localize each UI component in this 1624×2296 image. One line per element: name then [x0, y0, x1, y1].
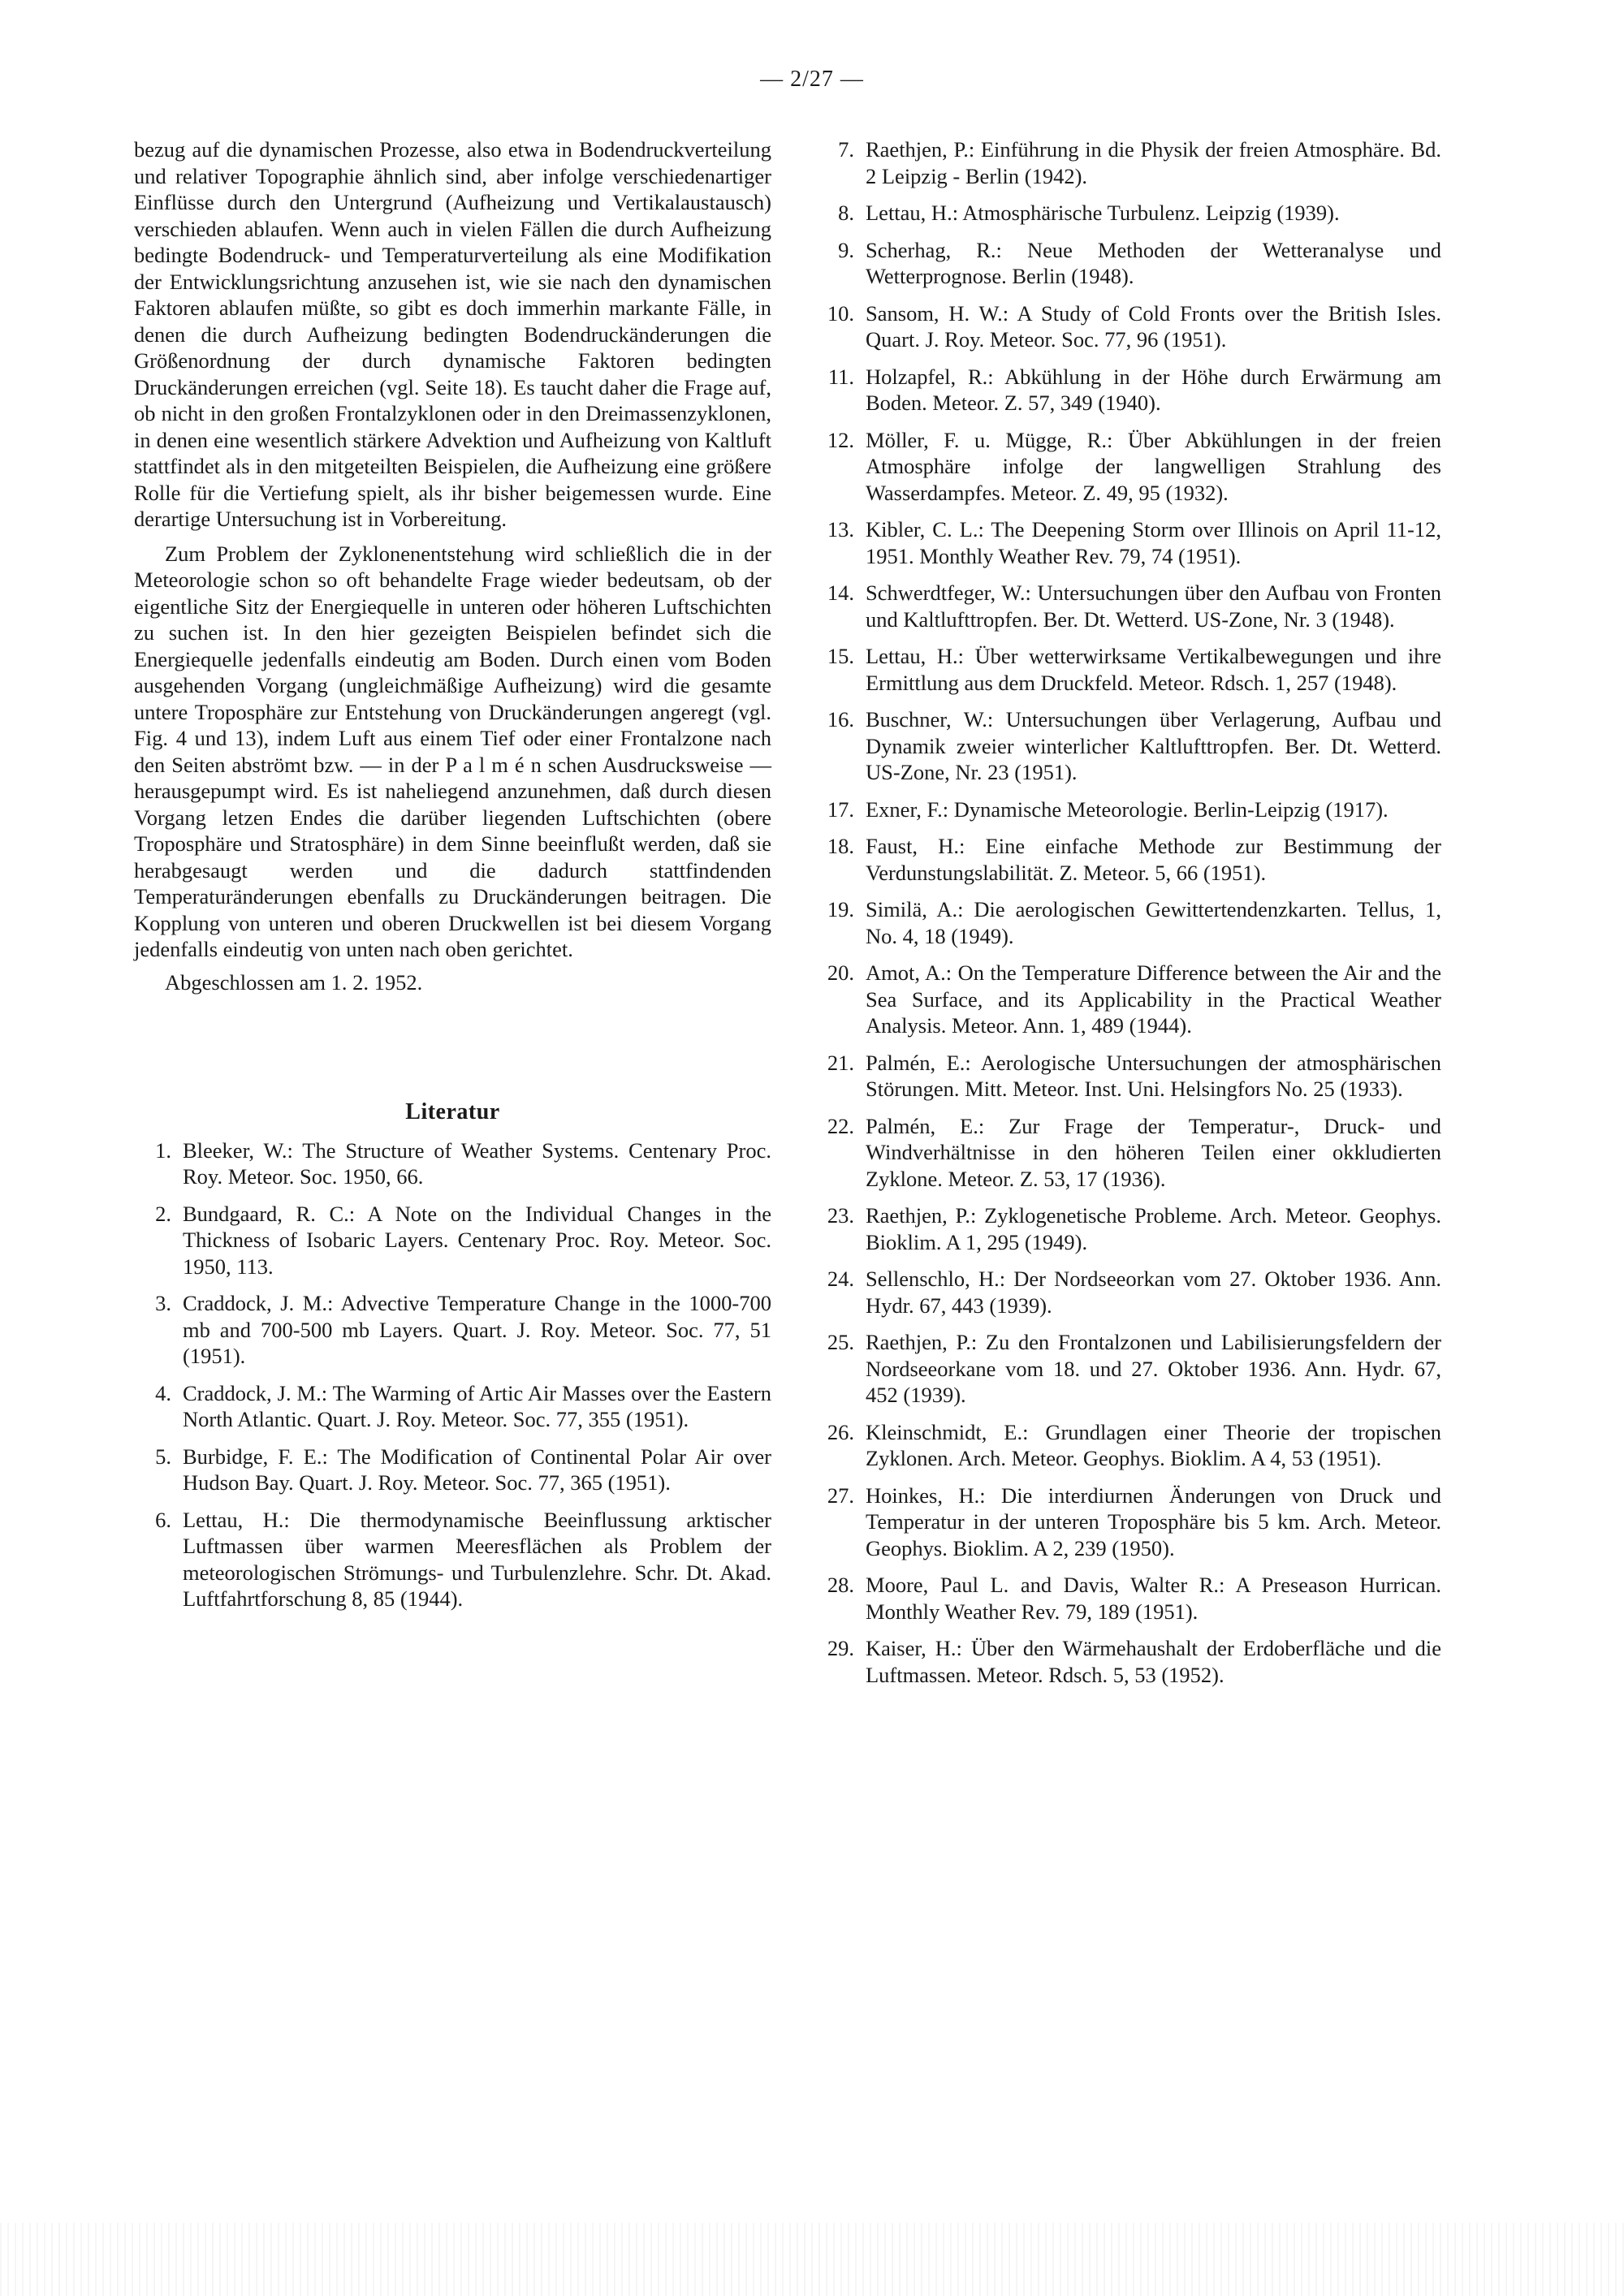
reference-text: Burbidge, F. E.: The Modification of Continental Polar Air over Hudson Bay. Quart. J. Roy. Meteor. Soc. 77, 365 (1951).: [183, 1444, 771, 1495]
scan-artifact-strip: [0, 2223, 1624, 2296]
reference-number: 25.: [827, 1330, 854, 1354]
reference-text: Palmén, E.: Zur Frage der Temperatur-, Druck- und Windverhältnisse in den höheren Teilen einer okkludierten Zyklone. Meteor. Z. 53, 17 (1936).: [866, 1113, 1441, 1191]
reference-item: [812, 136, 1441, 189]
reference-item: [812, 1329, 1441, 1409]
reference-item: [812, 1635, 1441, 1688]
reference-number: 22.: [827, 1113, 854, 1138]
reference-list-right: [812, 136, 1441, 1688]
reference-text: Bleeker, W.: The Structure of Weather Systems. Centenary Proc. Roy. Meteor. Soc. 1950, 66.: [183, 1137, 771, 1189]
reference-text: Lettau, H.: Die thermodynamische Beeinflussung arktischer Luftmassen über warmen Meeresflächen als Problem der meteorologischen Strömungs- und Turbulenzlehre. Schr. Dt. Akad. Luftfahrtforschung 8, 85 (1944).: [183, 1507, 771, 1611]
reference-number: 5.: [155, 1444, 171, 1469]
reference-text: Faust, H.: Eine einfache Methode zur Bestimmung der Verdunstungslabilität. Z. Meteor. 5, 66 (1951).: [866, 834, 1441, 885]
reference-number: 3.: [155, 1291, 171, 1315]
reference-text: Raethjen, P.: Einführung in die Physik der freien Atmosphäre. Bd. 2 Leipzig - Berlin (1942).: [866, 137, 1441, 188]
reference-item: [134, 1201, 771, 1280]
reference-item: [812, 1050, 1441, 1103]
reference-number: 29.: [827, 1636, 854, 1660]
reference-text: Bundgaard, R. C.: A Note on the Individual Changes in the Thickness of Isobaric Layers. Centenary Proc. Roy. Meteor. Soc. 1950, 113.: [183, 1201, 771, 1279]
reference-number: 17.: [827, 796, 854, 822]
reference-number: 10.: [827, 300, 854, 326]
reference-text: Raethjen, P.: Zu den Frontalzonen und Labilisierungsfeldern der Nordseeorkane vom 18. und 27. Oktober 1936. Ann. Hydr. 67, 452 (1939).: [866, 1330, 1441, 1407]
reference-number: 9.: [838, 237, 854, 262]
reference-number: 2.: [155, 1201, 171, 1226]
reference-text: Holzapfel, R.: Abkühlung in der Höhe durch Erwärmung am Boden. Meteor. Z. 57, 349 (1940).: [866, 364, 1441, 415]
completion-date: Abgeschlossen am 1. 2. 1952.: [165, 969, 423, 995]
reference-item: [812, 300, 1441, 353]
reference-item: [812, 833, 1441, 886]
reference-text: Craddock, J. M.: The Warming of Artic Air Masses over the Eastern North Atlantic. Quart. J. Roy. Meteor. Soc. 77, 355 (1951).: [183, 1380, 771, 1431]
reference-number: 23.: [827, 1203, 854, 1228]
reference-item: [812, 1202, 1441, 1255]
reference-item: [134, 1290, 771, 1370]
reference-item: [812, 960, 1441, 1039]
reference-number: 18.: [827, 834, 854, 858]
reference-number: 21.: [827, 1050, 854, 1075]
reference-number: 8.: [838, 201, 854, 225]
reference-number: 13.: [827, 517, 854, 542]
right-column: [812, 136, 1441, 1698]
reference-text: Kleinschmidt, E.: Grundlagen einer Theorie der tropischen Zyklonen. Arch. Meteor. Geophys. Bioklim. A 4, 53 (1951).: [866, 1419, 1441, 1470]
reference-text: Raethjen, P.: Zyklogenetische Probleme. Arch. Meteor. Geophys. Bioklim. A 1, 295 (1949).: [866, 1203, 1441, 1254]
reference-text: Möller, F. u. Mügge, R.: Über Abkühlungen in der freien Atmosphäre infolge der langwelligen Strahlung des Wasserdampfes. Meteor. Z. 49, 95 (1932).: [866, 427, 1441, 505]
reference-number: 19.: [827, 897, 854, 921]
reference-item: [812, 896, 1441, 949]
reference-item: [134, 1507, 771, 1612]
reference-number: 6.: [155, 1507, 171, 1532]
reference-number: 26.: [827, 1419, 854, 1444]
reference-text: Exner, F.: Dynamische Meteorologie. Berlin-Leipzig (1917).: [866, 796, 1389, 822]
reference-number: 12.: [827, 427, 854, 452]
reference-text: Schwerdtfeger, W.: Untersuchungen über den Aufbau von Fronten und Kaltlufttropfen. Ber. Dt. Wetterd. US-Zone, Nr. 3 (1948).: [866, 580, 1441, 632]
reference-text: Palmén, E.: Aerologische Untersuchungen der atmosphärischen Störungen. Mitt. Meteor. Inst. Uni. Helsingfors No. 25 (1933).: [866, 1050, 1441, 1101]
reference-item: [134, 1380, 771, 1433]
reference-item: [812, 1419, 1441, 1472]
reference-text: Craddock, J. M.: Advective Temperature Change in the 1000-700 mb and 700-500 mb Layers. Quart. J. Roy. Meteor. Soc. 77, 51 (1951).: [183, 1291, 771, 1368]
reference-item: [812, 1572, 1441, 1625]
reference-text: Moore, Paul L. and Davis, Walter R.: A Preseason Hurrican. Monthly Weather Rev. 79, 189 (1951).: [866, 1573, 1441, 1624]
literature-heading: Literatur: [405, 1099, 500, 1124]
reference-list-left: [134, 1137, 771, 1612]
reference-text: Kaiser, H.: Über den Wärmehaushalt der Erdoberfläche und die Luftmassen. Meteor. Rdsch. 5, 53 (1952).: [866, 1636, 1441, 1687]
reference-item: [812, 516, 1441, 569]
reference-text: Lettau, H.: Atmosphärische Turbulenz. Leipzig (1939).: [866, 201, 1340, 225]
reference-item: [812, 1482, 1441, 1562]
reference-item: [812, 643, 1441, 696]
reference-text: Similä, A.: Die aerologischen Gewittertendenzkarten. Tellus, 1, No. 4, 18 (1949).: [866, 897, 1441, 948]
reference-item: [812, 706, 1441, 786]
reference-text: Lettau, H.: Über wetterwirksame Vertikalbewegungen und ihre Ermittlung aus dem Druckfeld. Meteor. Rdsch. 1, 257 (1948).: [866, 644, 1441, 695]
reference-number: 4.: [155, 1380, 171, 1405]
reference-number: 27.: [827, 1482, 854, 1508]
reference-number: 7.: [838, 137, 854, 162]
reference-number: 20.: [827, 960, 854, 985]
reference-item: [812, 200, 1441, 227]
reference-number: 16.: [827, 707, 854, 732]
reference-item: [812, 237, 1441, 290]
reference-item: [812, 364, 1441, 416]
reference-text: Kibler, C. L.: The Deepening Storm over Illinois on April 11-12, 1951. Monthly Weather Rev. 79, 74 (1951).: [866, 517, 1441, 568]
reference-item: [812, 1266, 1441, 1318]
reference-item: [812, 427, 1441, 507]
body-paragraph: bezug auf die dynamischen Prozesse, also etwa in Bodendruckverteilung und relativer Topographie ähnlich sind, aber infolge verschiedenartiger Einflüsse durch den Untergrund (Aufheizung und Vertikalaustausch) verschieden ablaufen. Wenn auch in vielen Fällen die durch Aufheizung bedingte Bodendruck- und Temperaturverteilung als eine Modifikation der Entwicklungsrichtung anzusehen ist, wie sie nach den dynamischen Faktoren ablaufen müßte, so gibt es doch immerhin markante Fälle, in denen die durch Aufheizung bedingten Bodendruckänderungen die Größenordnung der durch dynamische Faktoren bedingten Druckänderungen erreichen (vgl. Seite 18). Es taucht daher die Frage auf, ob nicht in den großen Frontalzyklonen oder in den Dreimassenzyklonen, in denen eine wesentlich stärkere Advektion und Aufheizung von Kaltluft stattfindet als in den mitgeteilten Beispielen, die Aufheizung eine größere Rolle für die Vertiefung spielt, als ihr bisher beigemessen wurde. Eine derartige Untersuchung ist in Vorbereitung.: [134, 137, 771, 531]
page-number: — 2/27 —: [760, 67, 864, 92]
reference-number: 15.: [827, 644, 854, 668]
reference-text: Sellenschlo, H.: Der Nordseeorkan vom 27. Oktober 1936. Ann. Hydr. 67, 443 (1939).: [866, 1267, 1441, 1318]
reference-text: Amot, A.: On the Temperature Difference between the Air and the Sea Surface, and its Applicability in the Practical Weather Analysis. Meteor. Ann. 1, 489 (1944).: [866, 960, 1441, 1038]
reference-item: [134, 1137, 771, 1190]
reference-text: Hoinkes, H.: Die interdiurnen Änderungen von Druck und Temperatur in der unteren Troposphäre bis 5 km. Arch. Meteor. Geophys. Bioklim. A 2, 239 (1950).: [866, 1482, 1441, 1560]
left-column: [134, 136, 771, 1623]
reference-text: Scherhag, R.: Neue Methoden der Wetteranalyse und Wetterprognose. Berlin (1948).: [866, 237, 1441, 288]
reference-number: 14.: [827, 580, 854, 605]
reference-text: Sansom, H. W.: A Study of Cold Fronts over the British Isles. Quart. J. Roy. Meteor. Soc. 77, 96 (1951).: [866, 300, 1441, 352]
reference-item: [134, 1444, 771, 1496]
reference-number: 28.: [827, 1573, 854, 1597]
reference-number: 24.: [827, 1267, 854, 1291]
reference-number: 11.: [827, 364, 854, 389]
body-paragraph: Zum Problem der Zyklonenentstehung wird schließlich die in der Meteorologie schon so oft behandelte Frage wieder bedeutsam, ob der eigentliche Sitz der Energiequelle in unteren oder höheren Luftschichten zu suchen ist. In den hier gezeigten Beispielen befindet sich die Energiequelle jedenfalls eindeutig am Boden. Durch einen vom Boden ausgehenden Vorgang (ungleichmäßige Aufheizung) wird die gesamte untere Troposphäre zur Entstehung von Druckänderungen angeregt (vgl. Fig. 4 und 13), indem Luft aus einem Tief oder einer Frontalzone nach den Seiten abströmt bzw. — in der P a l m é n schen Ausdrucksweise — herausgepumpt wird. Es ist naheliegend anzunehmen, daß durch diesen Vorgang letzen Endes die darüber liegenden Luftschichten (obere Troposphäre und Stratosphäre) in dem Sinne beeinflußt werden, daß sie herabgesaugt werden und die dadurch stattfindenden Temperaturänderungen ebenfalls zu Druckänderungen beitragen. Die Kopplung von unteren und oberen Druckwellen ist bei diesem Vorgang jedenfalls eindeutig von unten nach oben gerichtet.: [134, 541, 771, 961]
reference-number: 1.: [155, 1137, 171, 1163]
reference-text: Buschner, W.: Untersuchungen über Verlagerung, Aufbau und Dynamik zweier winterlicher Kaltlufttropfen. Ber. Dt. Wetterd. US-Zone, Nr. 23 (1951).: [866, 707, 1441, 784]
reference-item: [812, 796, 1441, 823]
reference-item: [812, 1113, 1441, 1193]
reference-item: [812, 580, 1441, 632]
